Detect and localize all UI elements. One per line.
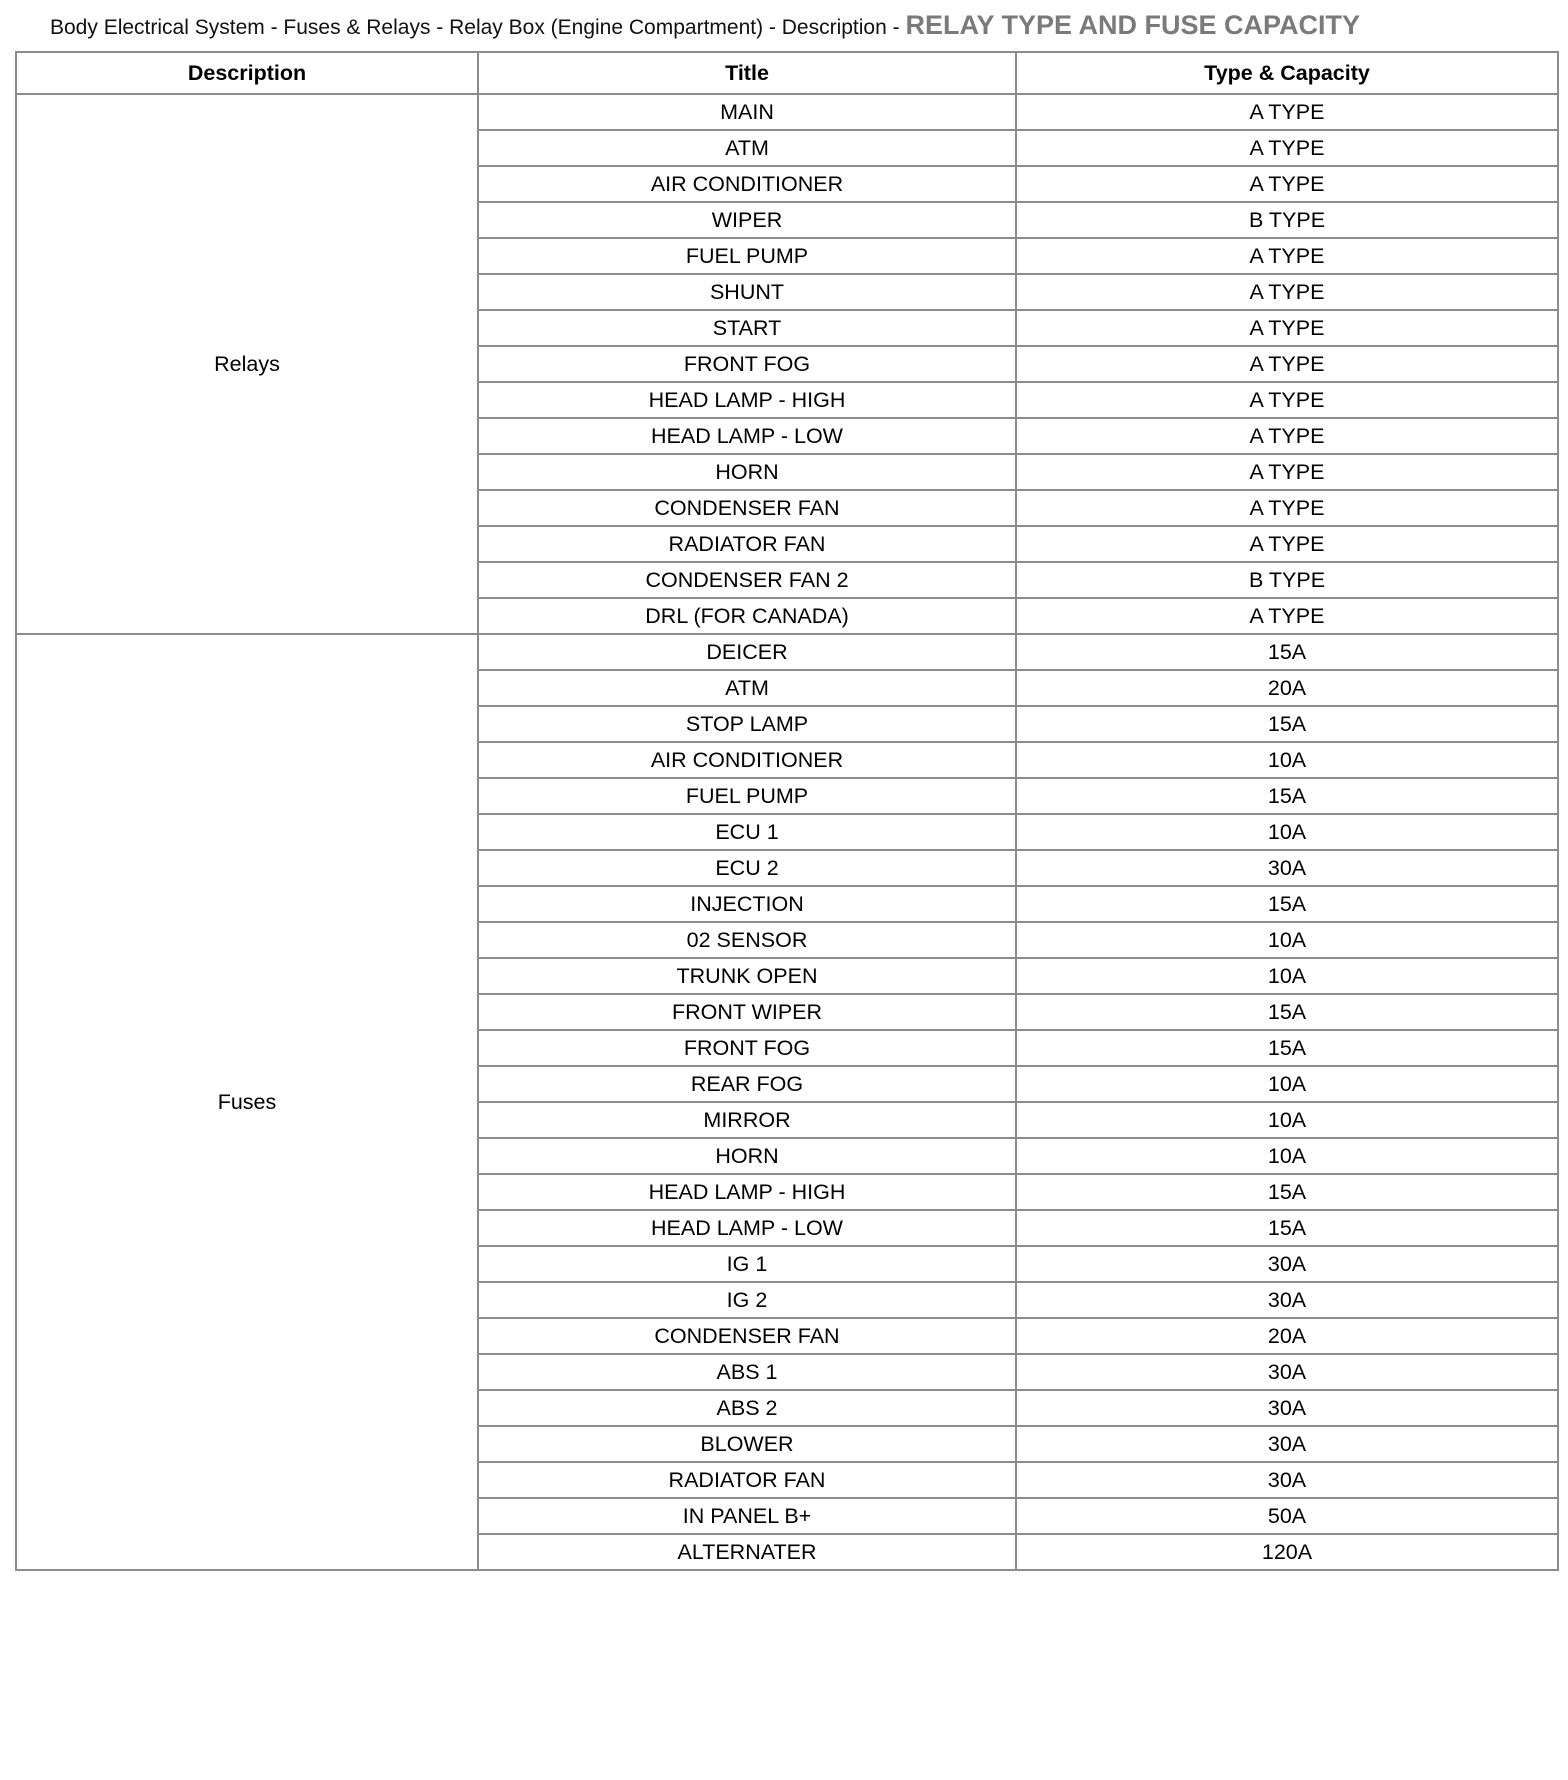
type-capacity-cell: B TYPE: [1016, 202, 1558, 238]
title-cell: MAIN: [478, 94, 1016, 130]
type-capacity-cell: 10A: [1016, 1066, 1558, 1102]
type-capacity-cell: A TYPE: [1016, 94, 1558, 130]
title-cell: DRL (FOR CANADA): [478, 598, 1016, 634]
title-cell: ATM: [478, 130, 1016, 166]
title-cell: ECU 2: [478, 850, 1016, 886]
title-cell: FRONT WIPER: [478, 994, 1016, 1030]
type-capacity-cell: 10A: [1016, 1102, 1558, 1138]
title-cell: HEAD LAMP - LOW: [478, 418, 1016, 454]
title-cell: HEAD LAMP - HIGH: [478, 1174, 1016, 1210]
title-cell: CONDENSER FAN 2: [478, 562, 1016, 598]
title-cell: HORN: [478, 1138, 1016, 1174]
relay-fuse-table: [15, 51, 1559, 1571]
title-cell: ECU 1: [478, 814, 1016, 850]
type-capacity-cell: 50A: [1016, 1498, 1558, 1534]
title-cell: REAR FOG: [478, 1066, 1016, 1102]
type-capacity-cell: A TYPE: [1016, 274, 1558, 310]
type-capacity-cell: A TYPE: [1016, 382, 1558, 418]
title-cell: FUEL PUMP: [478, 238, 1016, 274]
title-cell: HORN: [478, 454, 1016, 490]
title-cell: RADIATOR FAN: [478, 1462, 1016, 1498]
type-capacity-cell: 10A: [1016, 1138, 1558, 1174]
type-capacity-cell: 20A: [1016, 670, 1558, 706]
header-row: [16, 52, 1558, 94]
type-capacity-cell: 15A: [1016, 778, 1558, 814]
title-cell: RADIATOR FAN: [478, 526, 1016, 562]
title-cell: DEICER: [478, 634, 1016, 670]
type-capacity-cell: A TYPE: [1016, 346, 1558, 382]
title-cell: 02 SENSOR: [478, 922, 1016, 958]
title-cell: ALTERNATER: [478, 1534, 1016, 1570]
title-cell: WIPER: [478, 202, 1016, 238]
title-cell: SHUNT: [478, 274, 1016, 310]
type-capacity-cell: A TYPE: [1016, 490, 1558, 526]
type-capacity-cell: 10A: [1016, 742, 1558, 778]
type-capacity-cell: A TYPE: [1016, 166, 1558, 202]
title-cell: IG 1: [478, 1246, 1016, 1282]
title-cell: FRONT FOG: [478, 346, 1016, 382]
table-row: [16, 634, 1558, 670]
title-cell: MIRROR: [478, 1102, 1016, 1138]
type-capacity-cell: 30A: [1016, 1462, 1558, 1498]
type-capacity-cell: 10A: [1016, 922, 1558, 958]
title-cell: IN PANEL B+: [478, 1498, 1016, 1534]
group-description-cell: Relays: [16, 94, 478, 634]
title-cell: BLOWER: [478, 1426, 1016, 1462]
title-cell: IG 2: [478, 1282, 1016, 1318]
column-header-type-capacity: Type & Capacity: [1016, 52, 1558, 94]
title-cell: START: [478, 310, 1016, 346]
column-header-title: Title: [478, 52, 1016, 94]
title-cell: AIR CONDITIONER: [478, 166, 1016, 202]
table-header: [16, 52, 1558, 94]
type-capacity-cell: 30A: [1016, 1282, 1558, 1318]
title-cell: INJECTION: [478, 886, 1016, 922]
title-cell: AIR CONDITIONER: [478, 742, 1016, 778]
title-cell: CONDENSER FAN: [478, 490, 1016, 526]
type-capacity-cell: 30A: [1016, 1426, 1558, 1462]
type-capacity-cell: 15A: [1016, 1174, 1558, 1210]
type-capacity-cell: 15A: [1016, 634, 1558, 670]
type-capacity-cell: 30A: [1016, 1354, 1558, 1390]
title-cell: FUEL PUMP: [478, 778, 1016, 814]
type-capacity-cell: B TYPE: [1016, 562, 1558, 598]
title-cell: HEAD LAMP - HIGH: [478, 382, 1016, 418]
title-cell: FRONT FOG: [478, 1030, 1016, 1066]
table-row: [16, 94, 1558, 130]
type-capacity-cell: 15A: [1016, 1210, 1558, 1246]
type-capacity-cell: 15A: [1016, 1030, 1558, 1066]
type-capacity-cell: 30A: [1016, 850, 1558, 886]
type-capacity-cell: A TYPE: [1016, 418, 1558, 454]
type-capacity-cell: 15A: [1016, 886, 1558, 922]
table-body: [16, 94, 1558, 1570]
type-capacity-cell: A TYPE: [1016, 238, 1558, 274]
column-header-description: Description: [16, 52, 478, 94]
type-capacity-cell: A TYPE: [1016, 454, 1558, 490]
type-capacity-cell: 30A: [1016, 1246, 1558, 1282]
title-cell: ABS 2: [478, 1390, 1016, 1426]
title-cell: HEAD LAMP - LOW: [478, 1210, 1016, 1246]
type-capacity-cell: 10A: [1016, 814, 1558, 850]
type-capacity-cell: A TYPE: [1016, 598, 1558, 634]
type-capacity-cell: 120A: [1016, 1534, 1558, 1570]
type-capacity-cell: 20A: [1016, 1318, 1558, 1354]
title-cell: TRUNK OPEN: [478, 958, 1016, 994]
type-capacity-cell: A TYPE: [1016, 130, 1558, 166]
title-cell: CONDENSER FAN: [478, 1318, 1016, 1354]
title-cell: STOP LAMP: [478, 706, 1016, 742]
page-title: RELAY TYPE AND FUSE CAPACITY: [905, 10, 1361, 40]
breadcrumb: Body Electrical System - Fuses & Relays - Relay Box (Engine Compartment) - Description -: [50, 16, 906, 39]
type-capacity-cell: 15A: [1016, 706, 1558, 742]
type-capacity-cell: A TYPE: [1016, 526, 1558, 562]
title-cell: ABS 1: [478, 1354, 1016, 1390]
page-header: [50, 6, 1360, 44]
type-capacity-cell: 10A: [1016, 958, 1558, 994]
type-capacity-cell: 30A: [1016, 1390, 1558, 1426]
type-capacity-cell: 15A: [1016, 994, 1558, 1030]
type-capacity-cell: A TYPE: [1016, 310, 1558, 346]
group-description-cell: Fuses: [16, 634, 478, 1570]
title-cell: ATM: [478, 670, 1016, 706]
